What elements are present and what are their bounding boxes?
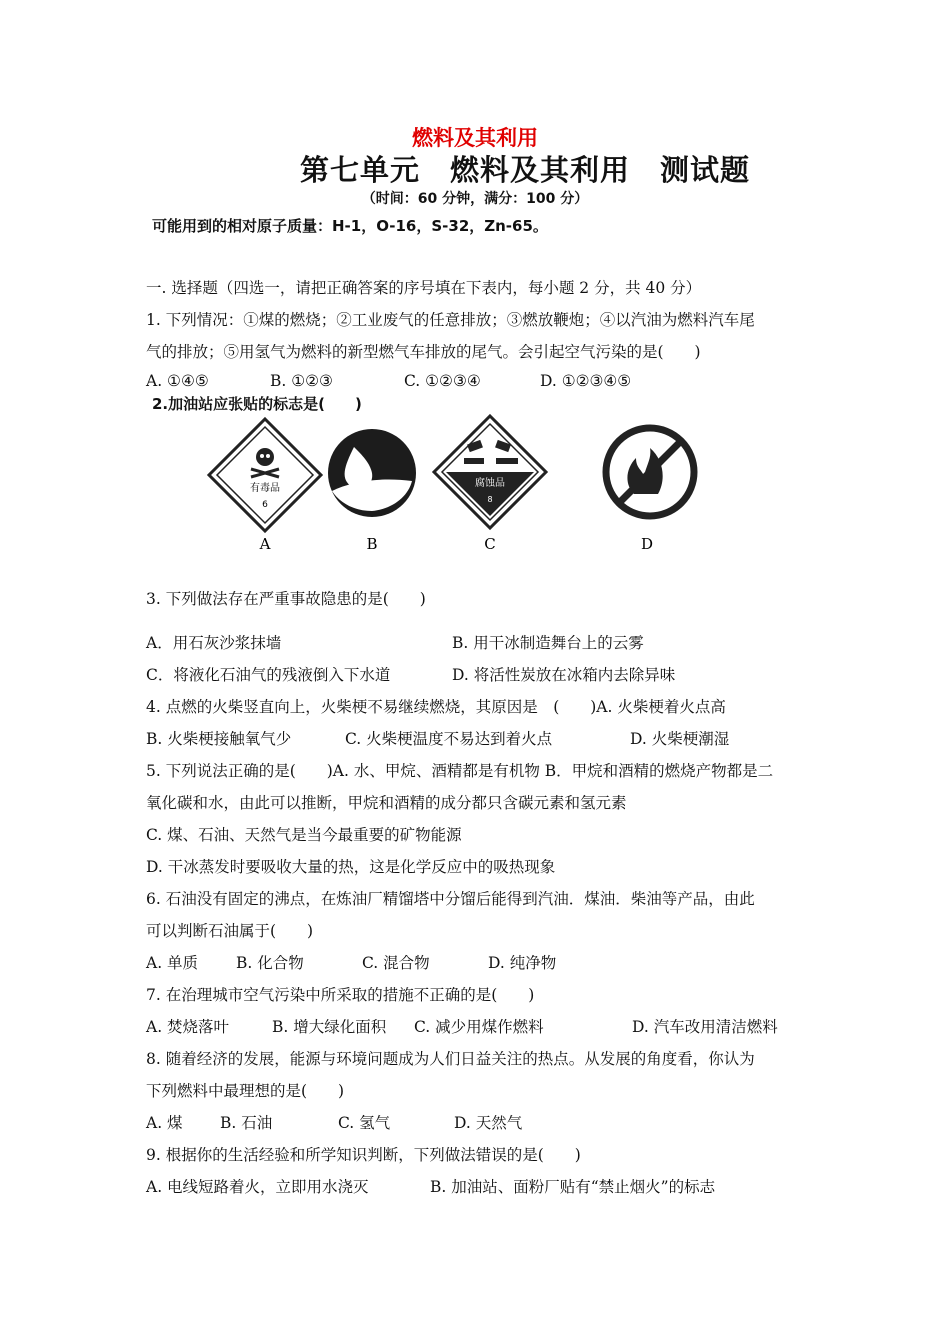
sign-label-a: A bbox=[259, 535, 271, 553]
q6-line2: 可以判断石油属于( ) bbox=[146, 922, 314, 940]
corrosive-sign-icon bbox=[434, 416, 546, 528]
q5-line3: C. 煤、石油、天然气是当今最重要的矿物能源 bbox=[146, 826, 462, 844]
sign-c-number: 8 bbox=[487, 495, 493, 504]
q1-option-d: D. ①②③④⑤ bbox=[540, 372, 632, 390]
q5-line4: D. 干冰蒸发时要吸收大量的热，这是化学反应中的吸热现象 bbox=[146, 858, 556, 876]
q7-option-c: C. 减少用煤作燃料 bbox=[414, 1018, 544, 1036]
sign-c-text: 腐蚀品 bbox=[475, 478, 505, 489]
q6-option-a: A. 单质 bbox=[146, 954, 199, 972]
q3-stem: 3. 下列做法存在严重事故隐患的是( ) bbox=[146, 590, 426, 608]
q7-option-a: A. 焚烧落叶 bbox=[146, 1018, 230, 1036]
sign-a-text: 有毒品 bbox=[250, 483, 280, 494]
q7-stem: 7. 在治理城市空气污染中所采取的措施不正确的是( ) bbox=[146, 986, 535, 1004]
sign-label-c: C bbox=[484, 535, 496, 553]
q3-option-d: D. 将活性炭放在冰箱内去除异味 bbox=[452, 666, 676, 684]
red-title: 燃料及其利用 bbox=[412, 126, 538, 150]
q6-option-b: B. 化合物 bbox=[236, 954, 304, 972]
q4-option-b: B. 火柴梗接触氧气少 bbox=[146, 730, 292, 748]
q6-option-c: C. 混合物 bbox=[362, 954, 430, 972]
no-fire-sign-icon bbox=[606, 428, 694, 516]
q8-option-d: D. 天然气 bbox=[454, 1114, 523, 1132]
q4-stem: 4. 点燃的火柴竖直向上，火柴梗不易继续燃烧，其原因是 ( )A. 火柴梗着火点高 bbox=[146, 698, 726, 716]
atomic-mass-note: 可能用到的相对原子质量：H-1，O-16，S-32，Zn-65。 bbox=[152, 217, 548, 235]
q6-option-d: D. 纯净物 bbox=[488, 954, 557, 972]
q8-option-c: C. 氢气 bbox=[338, 1114, 391, 1132]
q7-option-b: B. 增大绿化面积 bbox=[272, 1018, 387, 1036]
q1-stem-line1: 1. 下列情况：①煤的燃烧；②工业废气的任意排放；③燃放鞭炮；④以汽油为燃料汽车尾 bbox=[146, 311, 755, 329]
sign-label-b: B bbox=[366, 535, 378, 553]
sign-a-number: 6 bbox=[262, 500, 268, 510]
q3-option-c: C．将液化石油气的残液倒入下水道 bbox=[146, 666, 391, 684]
q9-stem: 9. 根据你的生活经验和所学知识判断，下列做法错误的是( ) bbox=[146, 1146, 581, 1164]
q4-option-c: C. 火柴梗温度不易达到着火点 bbox=[345, 730, 553, 748]
page-title: 第七单元 燃料及其利用 测试题 bbox=[299, 153, 750, 187]
q1-option-a: A. ①④⑤ bbox=[146, 372, 209, 390]
q8-line2: 下列燃料中最理想的是( ) bbox=[146, 1082, 345, 1100]
exam-time-info: （时间：60 分钟，满分：100 分） bbox=[361, 191, 589, 207]
section-heading: 一. 选择题（四选一，请把正确答案的序号填在下表内，每小题 2 分，共 40 分） bbox=[146, 279, 702, 297]
q1-stem-line2: 气的排放；⑤用氢气为燃料的新型燃气车排放的尾气。会引起空气污染的是( ) bbox=[146, 343, 701, 361]
safety-signs-figure bbox=[200, 410, 740, 560]
q4-option-d: D. 火柴梗潮湿 bbox=[630, 730, 730, 748]
q9-option-a: A. 电线短路着火，立即用水浇灭 bbox=[146, 1178, 369, 1196]
q1-option-b: B. ①②③ bbox=[270, 372, 333, 390]
q3-option-a: A．用石灰沙浆抹墙 bbox=[146, 634, 282, 652]
water-drop-sign-icon bbox=[328, 429, 416, 517]
q5-line1: 5. 下列说法正确的是( )A. 水、甲烷、酒精都是有机物 B．甲烷和酒精的燃烧产物都是二 bbox=[146, 762, 774, 780]
q8-line1: 8. 随着经济的发展，能源与环境问题成为人们日益关注的热点。从发展的角度看，你认为 bbox=[146, 1050, 755, 1068]
sign-label-d: D bbox=[640, 535, 654, 553]
q8-option-a: A. 煤 bbox=[146, 1114, 183, 1132]
q8-option-b: B. 石油 bbox=[220, 1114, 273, 1132]
q5-line2: 氧化碳和水，由此可以推断，甲烷和酒精的成分都只含碳元素和氢元素 bbox=[146, 794, 627, 812]
q6-line1: 6. 石油没有固定的沸点，在炼油厂精馏塔中分馏后能得到汽油．煤油．柴油等产品，由此 bbox=[146, 890, 755, 908]
q3-option-b: B. 用干冰制造舞台上的云雾 bbox=[452, 634, 644, 652]
toxic-sign-icon bbox=[209, 419, 321, 531]
q1-option-c: C. ①②③④ bbox=[404, 372, 481, 390]
q2-stem: 2.加油站应张贴的标志是( ) bbox=[152, 395, 362, 413]
q7-option-d: D. 汽车改用清洁燃料 bbox=[632, 1018, 778, 1036]
q9-option-b: B. 加油站、面粉厂贴有“禁止烟火”的标志 bbox=[430, 1178, 716, 1196]
